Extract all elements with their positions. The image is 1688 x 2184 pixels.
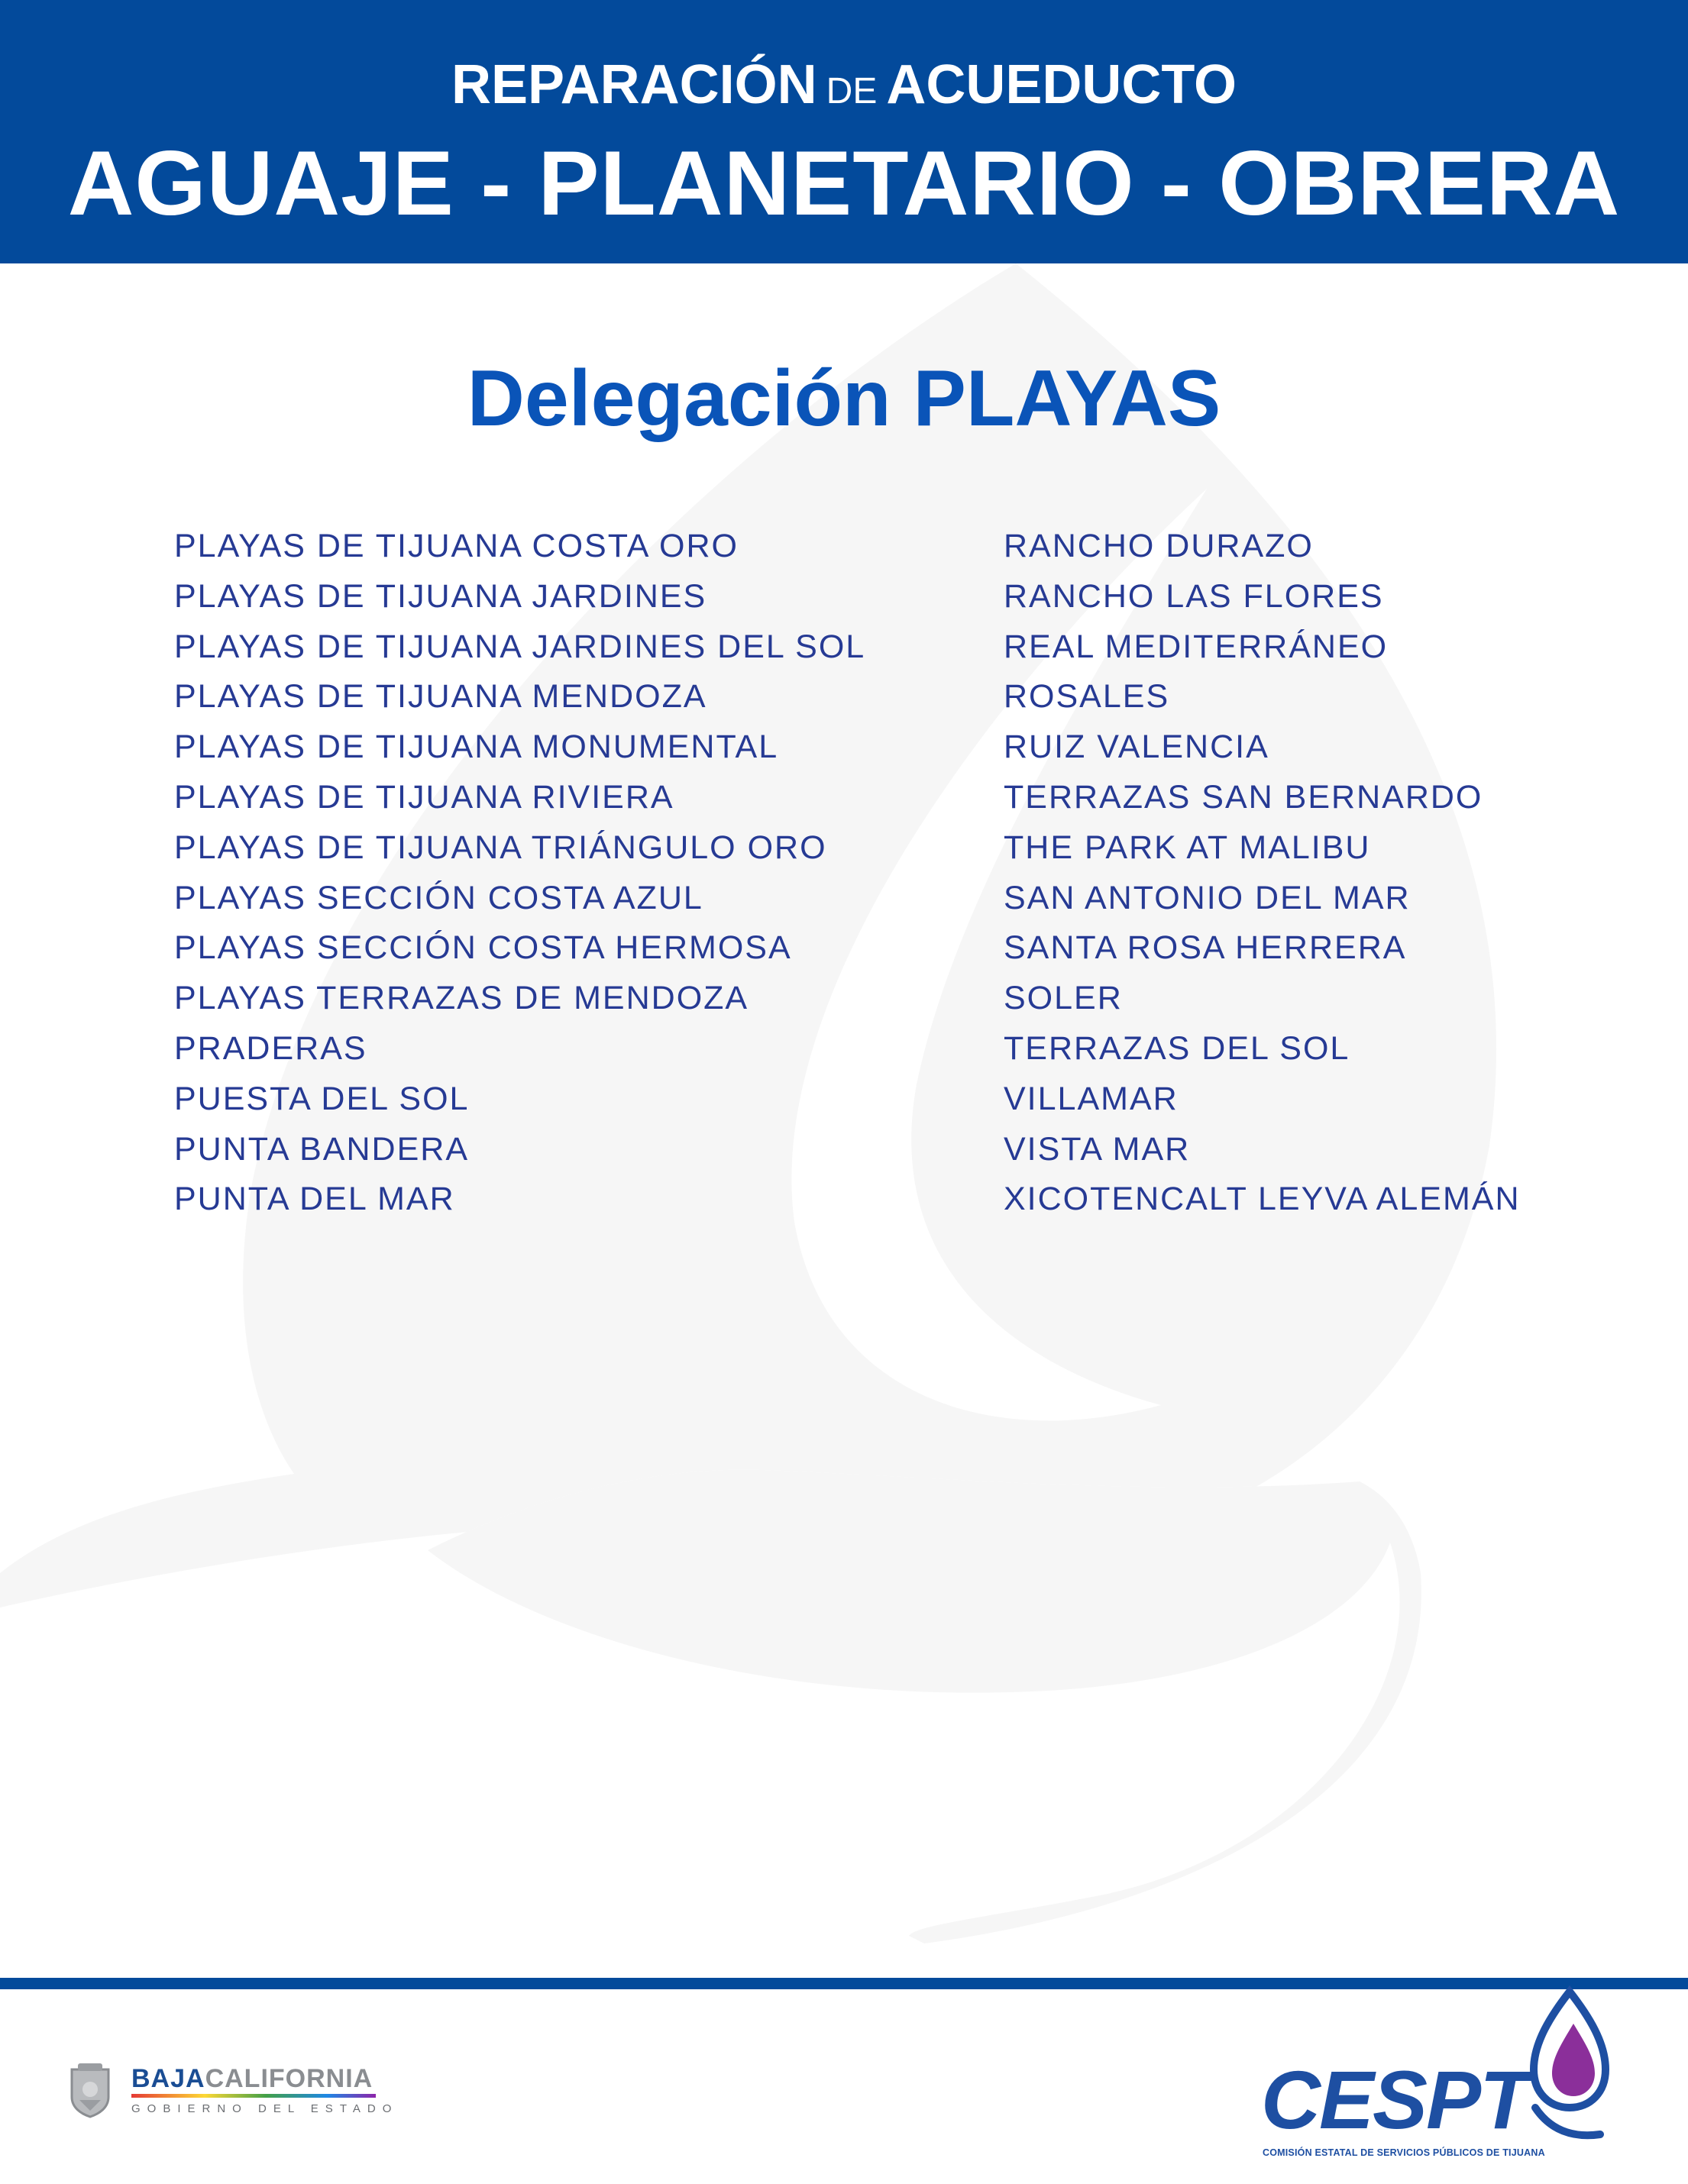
cespt-logo-subtitle: COMISIÓN ESTATAL DE SERVICIOS PÚBLICOS DE TIJUANA (1263, 2147, 1545, 2158)
list-item: TERRAZAS DEL SOL (1004, 1029, 1350, 1067)
list-item: PLAYAS SECCIÓN COSTA HERMOSA (174, 929, 792, 967)
title-line-2: AGUAJE - PLANETARIO - OBRERA (67, 132, 1621, 234)
list-item: PLAYAS DE TIJUANA MONUMENTAL (174, 729, 779, 766)
list-item: VILLAMAR (1004, 1080, 1179, 1117)
list-item: XICOTENCALT LEYVA ALEMÁN (1004, 1181, 1521, 1218)
list-item: PLAYAS DE TIJUANA RIVIERA (174, 778, 674, 816)
delegation-title: Delegación PLAYAS (467, 354, 1221, 443)
list-item: TERRAZAS SAN BERNARDO (1004, 778, 1483, 816)
bc-logo-word-2: CALIFORNIA (205, 2064, 373, 2093)
list-item: PLAYAS DE TIJUANA JARDINES (174, 577, 707, 615)
list-item: THE PARK AT MALIBU (1004, 829, 1371, 866)
cespt-drop-icon (1528, 1985, 1612, 2146)
list-item: REAL MEDITERRÁNEO (1004, 628, 1389, 665)
list-item: PUNTA DEL MAR (174, 1181, 455, 1218)
title-repair-word: REPARACIÓN (451, 54, 817, 115)
bc-logo-word-1: BAJA (131, 2064, 205, 2093)
title-connector: DE (826, 71, 878, 111)
list-item: RANCHO LAS FLORES (1004, 577, 1384, 615)
list-item: RUIZ VALENCIA (1004, 729, 1269, 766)
title-aqueduct-word: ACUEDUCTO (886, 54, 1237, 115)
title-line-1 (0, 52, 1688, 124)
colonias-list-left (174, 522, 865, 1225)
title-banner (0, 0, 1688, 263)
baja-california-logo (69, 2062, 398, 2118)
list-item: SANTA ROSA HERRERA (1004, 929, 1407, 967)
list-item: PUNTA BANDERA (174, 1130, 469, 1168)
list-item: PLAYAS DE TIJUANA COSTA ORO (174, 528, 739, 564)
list-item: SOLER (1004, 980, 1123, 1017)
cespt-logo-text: CESPT (1261, 2053, 1529, 2146)
cespt-logo (1256, 1985, 1608, 2161)
list-item: PLAYAS DE TIJUANA TRIÁNGULO ORO (174, 829, 827, 866)
bc-logo-subtitle: GOBIERNO DEL ESTADO (131, 2102, 399, 2115)
list-item: PUESTA DEL SOL (174, 1080, 470, 1117)
colonias-list-right (1004, 522, 1521, 1225)
list-item: ROSALES (1004, 678, 1170, 716)
bc-logo-color-bar (131, 2094, 376, 2098)
list-item: VISTA MAR (1004, 1130, 1191, 1168)
list-item: PLAYAS TERRAZAS DE MENDOZA (174, 980, 749, 1017)
list-item: RANCHO DURAZO (1004, 528, 1314, 564)
baja-california-shield-icon (69, 2062, 112, 2118)
list-item: PLAYAS DE TIJUANA JARDINES DEL SOL (174, 628, 866, 665)
list-item: SAN ANTONIO DEL MAR (1004, 879, 1411, 916)
list-item: PLAYAS SECCIÓN COSTA AZUL (174, 879, 703, 916)
list-item: PRADERAS (174, 1029, 367, 1067)
list-item: PLAYAS DE TIJUANA MENDOZA (174, 678, 707, 716)
